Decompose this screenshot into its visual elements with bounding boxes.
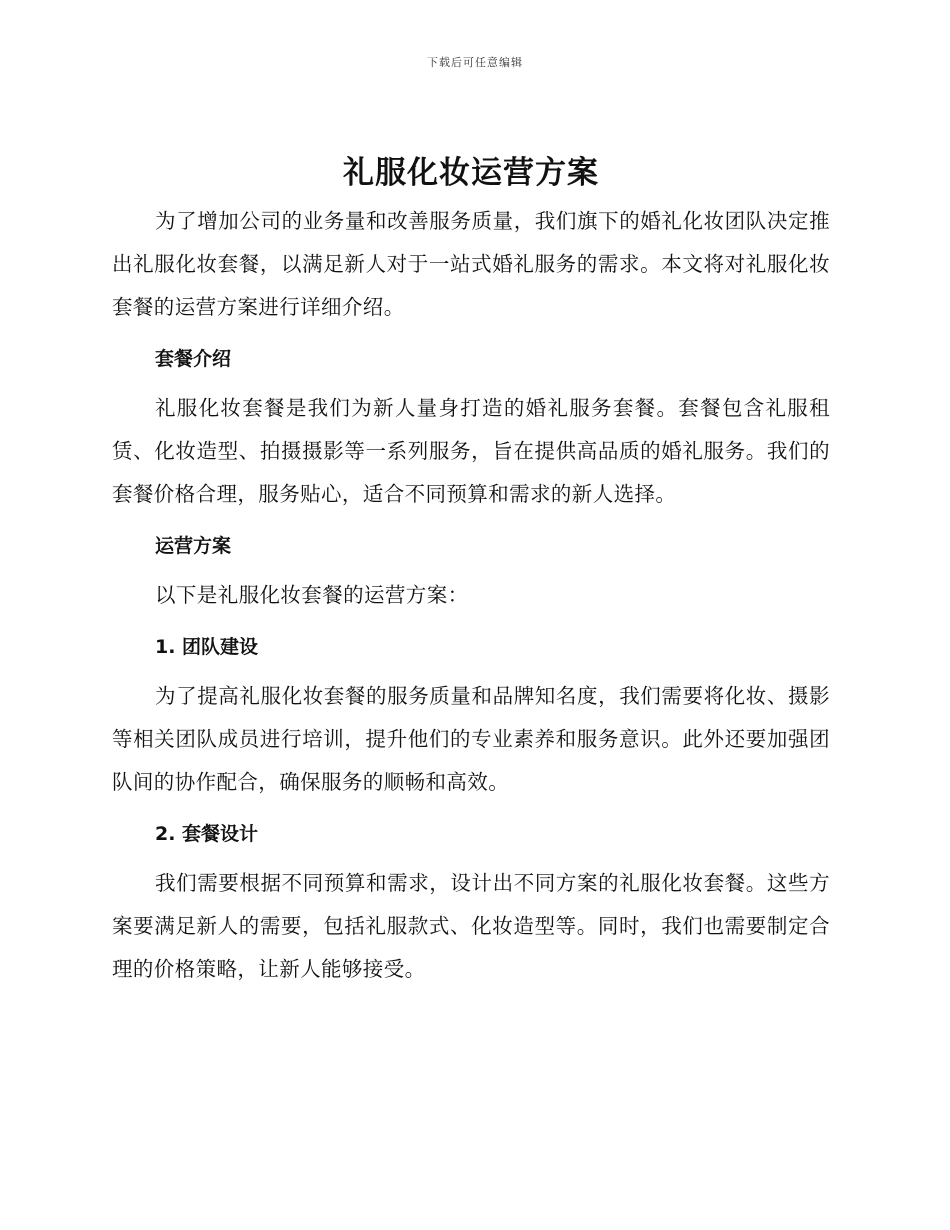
package-design-paragraph: 我们需要根据不同预算和需求，设计出不同方案的礼服化妆套餐。这些方案要满足新人的需要，包括礼服款式、化妆造型等。同时，我们也需要制定合理的价格策略，让新人能够接受。	[112, 871, 830, 981]
section-heading-operation-plan: 运营方案	[155, 535, 232, 557]
item-heading-team-building: 1. 团队建设	[155, 636, 259, 658]
section-heading-package-intro: 套餐介绍	[155, 348, 232, 370]
document-body	[112, 148, 830, 991]
intro-paragraph: 为了增加公司的业务量和改善服务质量，我们旗下的婚礼化妆团队决定推出礼服化妆套餐，以满足新人对于一站式婚礼服务的需求。本文将对礼服化妆套餐的运营方案进行详细介绍。	[112, 209, 830, 319]
item-heading-package-design: 2. 套餐设计	[155, 823, 259, 845]
header-note: 下载后可任意编辑	[427, 56, 523, 69]
package-intro-paragraph: 礼服化妆套餐是我们为新人量身打造的婚礼服务套餐。套餐包含礼服租赁、化妆造型、拍摄摄影等一系列服务，旨在提供高品质的婚礼服务。我们的套餐价格合理，服务贴心，适合不同预算和需求的新人选择。	[112, 396, 830, 506]
team-building-paragraph: 为了提高礼服化妆套餐的服务质量和品牌知名度，我们需要将化妆、摄影等相关团队成员进行培训，提升他们的专业素养和服务意识。此外还要加强团队间的协作配合，确保服务的顺畅和高效。	[112, 684, 830, 794]
operation-plan-lead: 以下是礼服化妆套餐的运营方案：	[155, 583, 469, 607]
document-title: 礼服化妆运营方案	[343, 155, 599, 191]
